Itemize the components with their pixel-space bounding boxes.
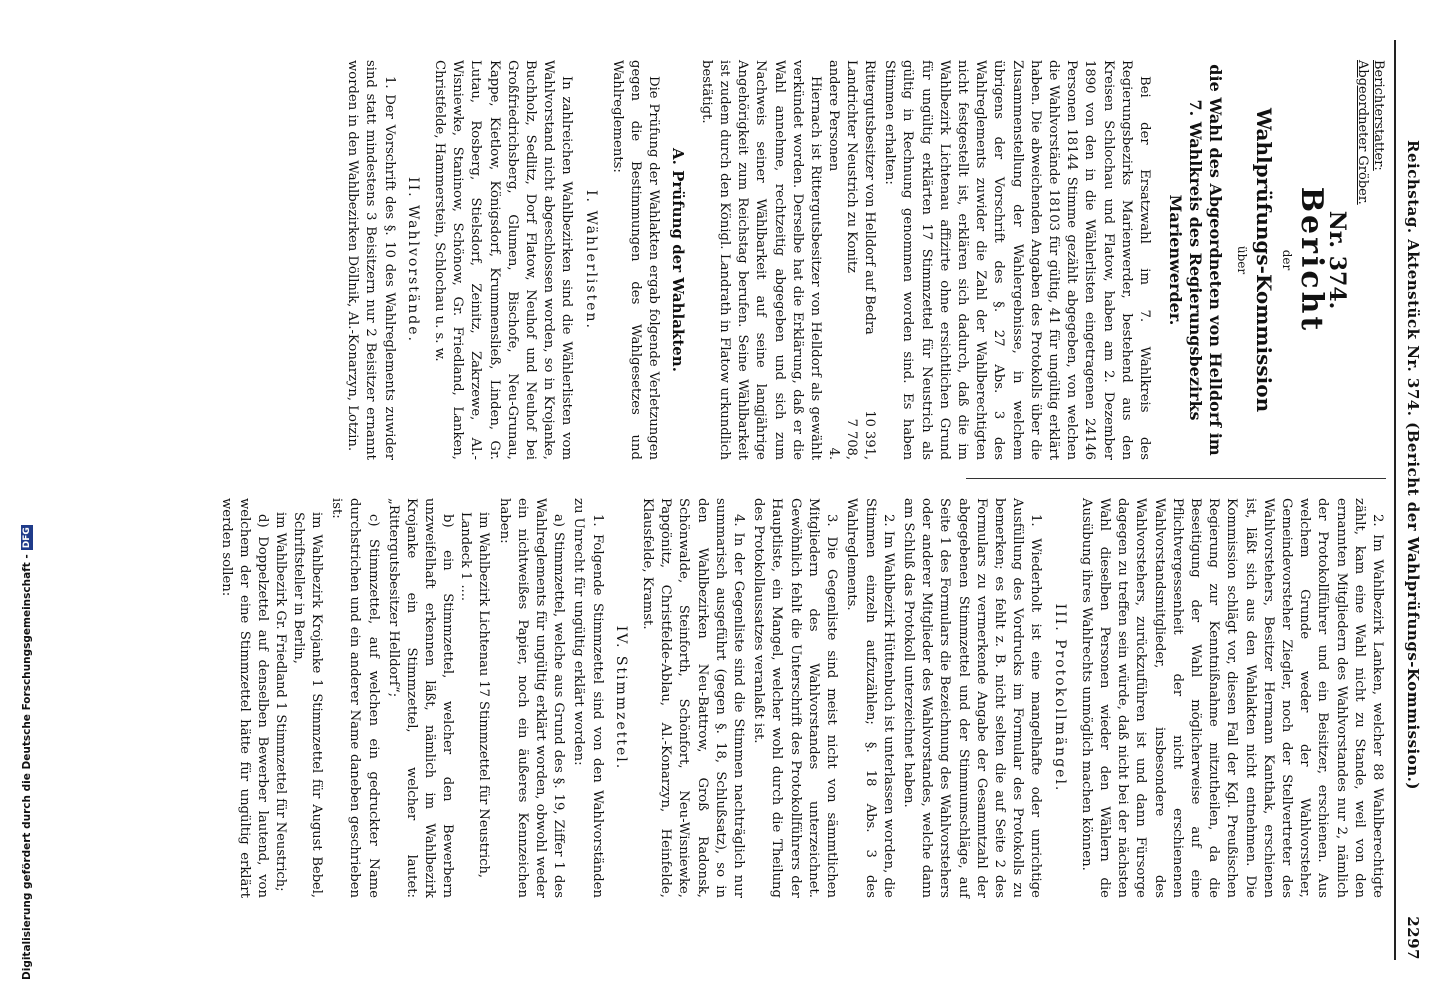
right-column: [214, 498, 1386, 898]
section-a-heading: A. Prüfung der Wahlakten.: [668, 148, 687, 372]
section-i-text: In zahlreichen Wahlbezirken sind die Wählerlisten vom Wahlvorstand nicht abgeschlossen worden, so in Krojanke, Buchholz, Sedlitz, Dorf Flatow, Neuhof und Neuhof bei Großfriedrichsberg, Glumen, Bischofe, Neu-Grunau, Kappe, Kietlow, Königsdorf, Krummensließ, Linden, Gr. Lutau, Rosberg, Stielsdorf, Zeinitz, Zakrzewe, Al.-Wisniewke, Staninow, Schönow, Gr. Friedland, Lanken, Christfelde, Hammerstein, Schlochau u. s. w.: [432, 60, 575, 460]
reporter-label: Berichterstatter:: [1371, 60, 1386, 171]
title-der: der: [1279, 249, 1294, 271]
list-item: im Wahlbezirk Krojanke 1 Stimmzettel für August Bebel, Schriftsteller in Berlin,: [291, 512, 325, 898]
column-divider: [966, 478, 1386, 479]
title-ueber: über: [1235, 245, 1250, 275]
section-iv-item-1: 1. Folgende Stimmzettel sind von den Wahlvorständen zu Unrecht für ungültig erklärt worden:: [571, 498, 605, 898]
page-number: 2297: [1404, 916, 1422, 960]
running-head-title: Reichstag. Aktenstück Nr. 374. (Bericht der Wahlprüfungs-Kommission.): [1404, 140, 1422, 790]
list-item: Landeck 1 ....: [458, 512, 474, 601]
left-column: [341, 60, 1386, 460]
dfg-credit: [0, 0, 33, 1000]
after-votes-paragraph: Hiernach ist Rittergutsbesitzer von Helldorf als gewählt verkündet worden. Derselbe hat die Erklärung, daß er die Wahl annehme, rechtzeitig abgegeben und sich zum Nachweis seiner Wählbarkeit auf seine langjährige Angehörigkeit zum Reichstag berufen. Seine Wählbarkeit ist zudem durch den Königl. Landrath in Flatow urkundlich bestätigt.: [698, 60, 823, 460]
intro-paragraph: Bei der Ersatzwahl im 7. Wahlkreis des Regierungsbezirks Marienwerder, bestehend aus den Kreisen Schlochau und Flatow, haben am 2. Dezember 1890 von den in die Wählerlisten eingetragenen 24146 Personen 18144 Stimme gezählt abgegeben, von welchen die Wahlvorstände 18103 für gültig, 41 für ungültig erklärt haben. Die abweichenden Angaben des Protokolls über die Zusammenstellung der Wahlergebnisse, in welchem übrigens der Vorschrift des §. 27 Abs. 3 des Wahlreglements zuwider die Zahl der Wahlberechtigten nicht festgestellt ist, erklären sich dadurch, daß die im Wahlbezirk Lichtenau affizirte ohne ersichtlichen Grund für ungültig erklärten 17 Stimmzettel für Neustrich als gültig in Rechnung genommen worden sind. Es haben Stimmen erhalten:: [882, 60, 1152, 460]
section-ii-heading: II. Wahlvorstände.: [404, 177, 421, 343]
list-item: d) Doppelzettel auf denselben Bewerber lautend, von welchem der eine Stimmzettel hätte für ungültig erklärt werden sollen:: [218, 498, 271, 898]
document-title: Bericht: [1293, 186, 1329, 334]
document-subject: die Wahl des Abgeordneten von Helldorf im 7. Wahlkreis des Regierungsbezirks Marienwerder.: [1165, 64, 1225, 456]
running-head: [1396, 40, 1422, 960]
vote-value: 10 391,: [861, 410, 877, 460]
vote-value: 7 708,: [843, 418, 859, 460]
paragraph-lanken: 2. Im Wahlbezirk Lanken, welcher 88 Wahlberechtigte zählt, kam eine Wahl nicht zu Stande, weil von den ernannten Mitgliedern des Wahlvorstandes nur 2, nämlich der Protokollführer und ein Beisitzer, erschienen. Aus welchem Grunde weder der Wahlvorsteher, Gemeindevorsteher Ziegler, noch der Stellvertreter des Wahlvorstehers, Besitzer Hermann Kanthak, erschienen ist, läßt sich aus den Wahlakten nicht entnehmen. Die Kommission schlägt vor, diesen Fall der Kgl. Preußischen Regierung zur Kenntnißnahme mitzutheilen, da die Beseitigung der Wahl möglicherweise auf eine Pflichtvergessenheit der nicht erschienenen Wahlvorstandsmitglieder, insbesondere des Wahlvorstehers, zurückzuführen ist und dann Fürsorge dagegen zu treffen sein würde, daß nicht bei der nächsten Wahl dieselben Personen wieder den Wählern die Ausübung ihres Wahlrechts unmöglich machen können.: [1078, 498, 1385, 898]
commission-name: Wahlprüfungs-Kommission: [1252, 107, 1277, 413]
dfg-credit-text: Digitalisierung gefördert durch die Deutsche Forschungsgemeinschaft -: [21, 554, 33, 980]
reporter-name: Abgeordneter Gröber.: [1355, 60, 1370, 205]
vote-name: Rittergutsbesitzer von Helldorf auf Bedra: [861, 60, 877, 335]
section-iv-item-a: a) Stimmzettel, welche aus Grund des §. 19, Ziffer 1 des Wahlreglements für ungültig erklärt worden, obwohl weder ein nichtweißes Papier, noch ein äußeres Kennzeichen haben:: [496, 498, 567, 898]
dfg-logo: DFG: [22, 527, 32, 549]
vote-row: [860, 60, 878, 460]
section-i-heading: I. Wählerlisten.: [582, 190, 599, 330]
reporter-block: [1354, 60, 1386, 460]
header-rule: [1394, 40, 1396, 960]
vote-value: 4.: [825, 447, 841, 460]
vote-row: [842, 60, 860, 460]
list-item: im Wahlbezirk Lichtenau 17 Stimmzettel für Neustrich,: [476, 512, 492, 878]
section-ii-text: 1. Der Vorschrift des §. 10 des Wahlreglements zuwider sind statt mindestens 3 Beisitzern nur 2 Beisitzer ernannt worden in den Wahlbezirken Döllnik, Al.-Konarzyn, Lotzin.: [345, 60, 397, 460]
list-item: b) ein Stimmzettel, welcher den Bewerbern unzweifelhaft erkennen läßt, nämlich im Wahlbezirk Krojanke ein Stimmzettel, welcher lautet: „Rittergutsbesitzer Helldorf“;: [385, 498, 456, 898]
section-iii-item-2: 2. Im Wahlbezirk Hüttenbuch ist unterlassen worden, die Stimmen einzeln aufzuzählen; §. 18 Abs. 3 des Wahlreglements.: [844, 498, 896, 898]
section-iii-item-4: 4. In der Gegenliste sind die Stimmen nachträglich nur summarisch ausgeführt (gegen §. 18, Schlußsatz), so in den Wahlbezirken Neu-Battrow, Groß Radonsk, Schönwalde, Steinforth, Schönfort, Neu-Wisniewke, Papgönitz, Christfelde-Ablau, Al.-Konarzyn, Heinfelde, Klausfelde, Kramst.: [640, 498, 747, 898]
vote-name: Landrichter Neustrich zu Konitz: [843, 60, 859, 274]
document-number: Nr. 374.: [1324, 210, 1350, 310]
section-iii-heading: III. Protokollmängel.: [1051, 603, 1068, 793]
vote-name: andere Personen: [825, 60, 841, 172]
section-a-text: Die Prüfung der Wahlakten ergab folgende Verletzungen gegen die Bestimmungen des Wahlgesetzes und Wahlreglements:: [609, 60, 662, 460]
list-item: c) Stimmzettel, auf welchen ein gedruckter Name durchstrichen und ein anderer Name daneben geschrieben ist:: [329, 498, 381, 898]
vote-row: [824, 60, 842, 460]
list-item: im Wahlbezirk Gr. Friedland 1 Stimmzettel für Neustrich;: [273, 512, 289, 892]
section-iii-item-1: 1. Wiederholt ist eine mangelhafte oder unrichtige Ausfüllung des Vordrucks im Formular des Protokolls zu bemerken; es fehlt z. B. nicht selten die auf Seite 2 des Formulars zu vermerkende Angabe der Gesammtzahl der abgegebenen Stimmzettel und der Stimmumschläge, auf Seite 1 des Formulars die Bezeichnung des Wahlvorstehers oder anderer Mitglieder des Wahlvorstandes, welche dann am Schluß das Protokoll unterzeichnet haben.: [900, 498, 1044, 898]
section-iii-item-3: 3. Die Gegenliste sind meist nicht von sämmtlichen Mitgliedern des Wahlvorstandes unterzeichnet. Gewöhnlich fehlt die Unterschrift des Protokollführers der Hauptliste, ein Mangel, welcher wohl durch die Theilung des Protokollaussatzes veranlaßt ist.: [751, 498, 840, 898]
section-iv-heading: IV. Stimmzettel.: [612, 625, 629, 771]
